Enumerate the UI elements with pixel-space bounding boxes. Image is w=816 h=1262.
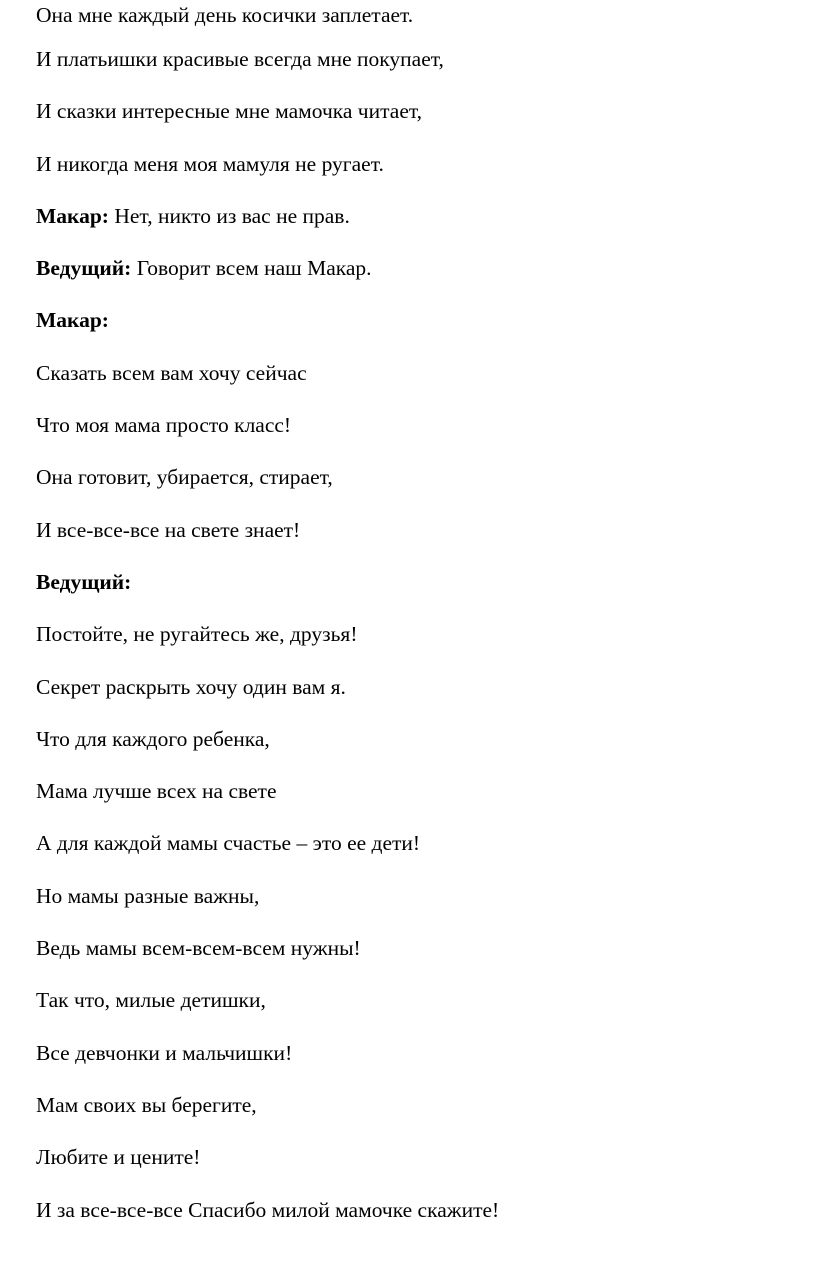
line-text: Постойте, не ругайтесь же, друзья! bbox=[36, 622, 358, 647]
line-text: И за все-все-все Спасибо милой мамочке скажите! bbox=[36, 1197, 500, 1222]
text-line-23 bbox=[36, 1140, 796, 1192]
text-line-20 bbox=[36, 983, 796, 1035]
line-text: И платьишки красивые всегда мне покупает, bbox=[36, 47, 444, 71]
text-line-3 bbox=[36, 94, 796, 146]
line-text: И все-все-все на свете знает! bbox=[36, 517, 301, 542]
line-text: Говорит всем наш Макар. bbox=[131, 256, 372, 281]
text-line-9 bbox=[36, 408, 796, 460]
text-line-1 bbox=[36, 0, 796, 42]
text-line-2 bbox=[36, 42, 796, 94]
document-page bbox=[36, 0, 796, 1245]
speaker-label: Макар: bbox=[36, 203, 109, 228]
text-line-14 bbox=[36, 670, 796, 722]
line-text: Так что, милые детишки, bbox=[36, 988, 266, 1013]
text-line-10 bbox=[36, 460, 796, 512]
line-text: Она мне каждый день косички заплетает. bbox=[36, 3, 414, 27]
line-text: А для каждой мамы счастье – это ее дети! bbox=[36, 831, 421, 856]
text-line-11 bbox=[36, 513, 796, 565]
line-text: Все девчонки и мальчишки! bbox=[36, 1040, 293, 1065]
line-text: Что моя мама просто класс! bbox=[36, 413, 292, 438]
line-text: Сказать всем вам хочу сейчас bbox=[36, 360, 307, 385]
text-line-22 bbox=[36, 1088, 796, 1140]
text-line-24 bbox=[36, 1193, 796, 1245]
line-text: Нет, никто из вас не прав. bbox=[108, 203, 350, 228]
line-text: Ведь мамы всем-всем-всем нужны! bbox=[36, 936, 361, 961]
line-text: Секрет раскрыть хочу один вам я. bbox=[36, 674, 346, 699]
speaker-label: Ведущий: bbox=[36, 569, 132, 594]
speaker-label: Макар: bbox=[36, 308, 109, 333]
text-line-13 bbox=[36, 617, 796, 669]
line-text: Но мамы разные важны, bbox=[36, 883, 260, 908]
line-text: Мам своих вы берегите, bbox=[36, 1092, 257, 1117]
line-text: И никогда меня моя мамуля не ругает. bbox=[36, 151, 384, 176]
text-line-19 bbox=[36, 931, 796, 983]
line-text: Что для каждого ребенка, bbox=[36, 726, 270, 751]
text-line-16 bbox=[36, 774, 796, 826]
text-line-5 bbox=[36, 199, 796, 251]
text-line-8 bbox=[36, 356, 796, 408]
line-text: Мама лучше всех на свете bbox=[36, 779, 277, 804]
text-line-15 bbox=[36, 722, 796, 774]
line-text: И сказки интересные мне мамочка читает, bbox=[36, 99, 423, 124]
text-line-7 bbox=[36, 303, 796, 355]
text-line-21 bbox=[36, 1036, 796, 1088]
line-text: Любите и цените! bbox=[36, 1145, 201, 1170]
speaker-label: Ведущий: bbox=[36, 256, 132, 281]
text-line-12 bbox=[36, 565, 796, 617]
text-line-4 bbox=[36, 147, 796, 199]
text-line-6 bbox=[36, 251, 796, 303]
text-line-17 bbox=[36, 826, 796, 878]
line-text: Она готовит, убирается, стирает, bbox=[36, 465, 333, 490]
text-line-18 bbox=[36, 879, 796, 931]
